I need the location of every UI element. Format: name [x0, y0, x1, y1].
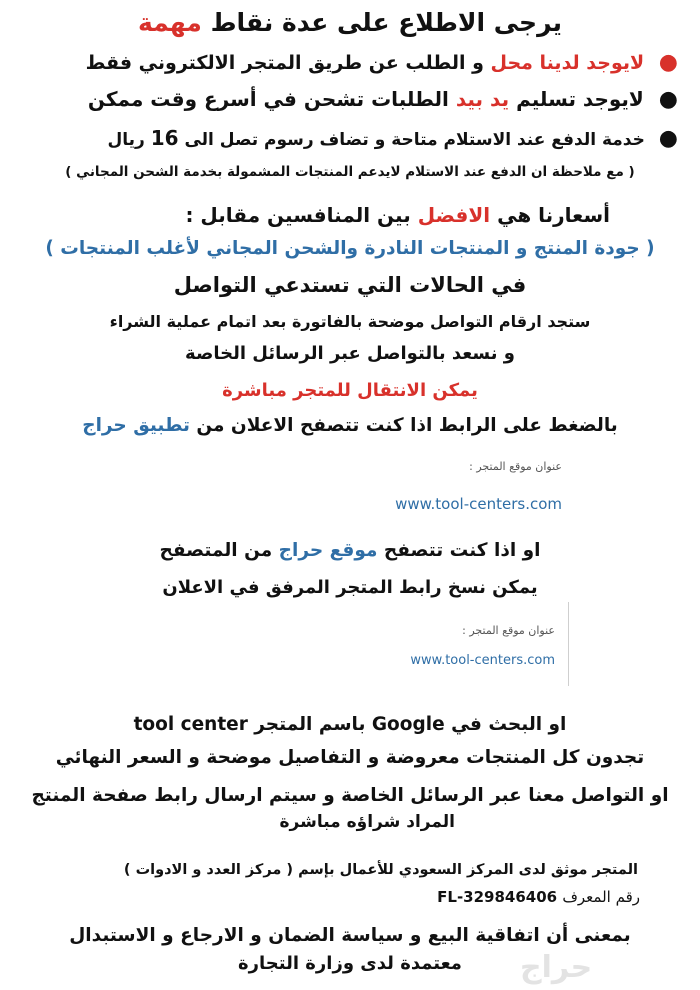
cod-note: ( مع ملاحظة ان الدفع عند الاستلام لايدعم المنتجات المشمولة بخدمة الشحن المجاني ) — [65, 164, 635, 180]
contact-heading: في الحالات التي تستدعي التواصل — [173, 273, 527, 297]
bullet-no-shop: ● لايوجد لدينا محل و الطلب عن طريق المتجر الالكتروني فقط — [85, 50, 678, 75]
copy-link-line: يمكن نسخ رابط المتجر المرفق في الاعلان — [162, 577, 538, 598]
contact-product-line-1: او التواصل معنا عبر الرسائل الخاصة و سيتم ارسال رابط صفحة المنتج — [31, 785, 669, 806]
google-search-line: او البحث في Google باسم المتجر tool center — [133, 714, 567, 735]
store-address-label: عنوان موقع المتجر : — [462, 624, 555, 637]
haraj-app-line: بالضغط على الرابط اذا كنت تتصفح الاعلان من تطبيق حراج — [82, 415, 618, 436]
title-highlight: مهمة — [137, 8, 202, 37]
bullet-cash-on-delivery: ● خدمة الدفع عند الاستلام متاحة و تضاف رسوم تصل الى 16 ريال — [107, 126, 678, 151]
verified-line: المتجر موثق لدى المركز السعودي للأعمال بإسم ( مركز العدد و الادوات ) — [123, 862, 638, 878]
identifier-value: FL-329846406 — [437, 888, 558, 906]
bullet-dot-icon: ● — [658, 50, 678, 75]
products-line: تجدون كل المنتجات معروضة و التفاصيل موضحة و السعر النهائي — [55, 747, 645, 768]
bullet-dot-icon: ● — [658, 87, 678, 112]
contact-line-1: ستجد ارقام التواصل موضحة بالفاتورة بعد اتمام عملية الشراء — [109, 312, 591, 331]
page-title: يرجى الاطلاع على عدة نقاط مهمة — [137, 8, 563, 37]
bullet-dot-icon: ● — [658, 126, 678, 151]
store-address-box-2 — [255, 624, 555, 668]
browser-line: او اذا كنت تتصفح موقع حراج من المتصفح — [159, 540, 541, 561]
agreement-line-2: معتمدة لدى وزارة التجارة — [238, 953, 462, 974]
identifier-line: رقم المعرف FL-329846406 — [437, 888, 640, 906]
agreement-line-1: بمعنى أن اتفاقية البيع و سياسة الضمان و الارجاع و الاستبدال — [69, 925, 631, 946]
prices-heading: أسعارنا هي الافضل بين المنافسين مقابل : — [185, 203, 610, 227]
store-url-link[interactable]: www.tool-centers.com — [410, 653, 555, 668]
store-address-label: عنوان موقع المتجر : — [469, 460, 562, 473]
contact-line-2: و نسعد بالتواصل عبر الرسائل الخاصة — [185, 343, 515, 364]
store-address-box-1 — [262, 460, 562, 513]
bullet-no-hand-delivery: ● لايوجد تسليم يد بيد الطلبات تشحن في أسرع وقت ممكن — [87, 87, 678, 112]
box-divider — [568, 602, 569, 686]
haraj-watermark: حراج — [520, 950, 593, 985]
direct-store-line: يمكن الانتقال للمتجر مباشرة — [222, 380, 478, 401]
store-url-link[interactable]: www.tool-centers.com — [395, 495, 562, 513]
contact-product-line-2: المراد شراؤه مباشرة — [279, 812, 455, 832]
quality-line: ( جودة المنتج و المنتجات النادرة والشحن المجاني لأغلب المنتجات ) — [45, 238, 655, 259]
store-name: tool center — [133, 714, 248, 735]
google-word: Google — [371, 714, 445, 735]
